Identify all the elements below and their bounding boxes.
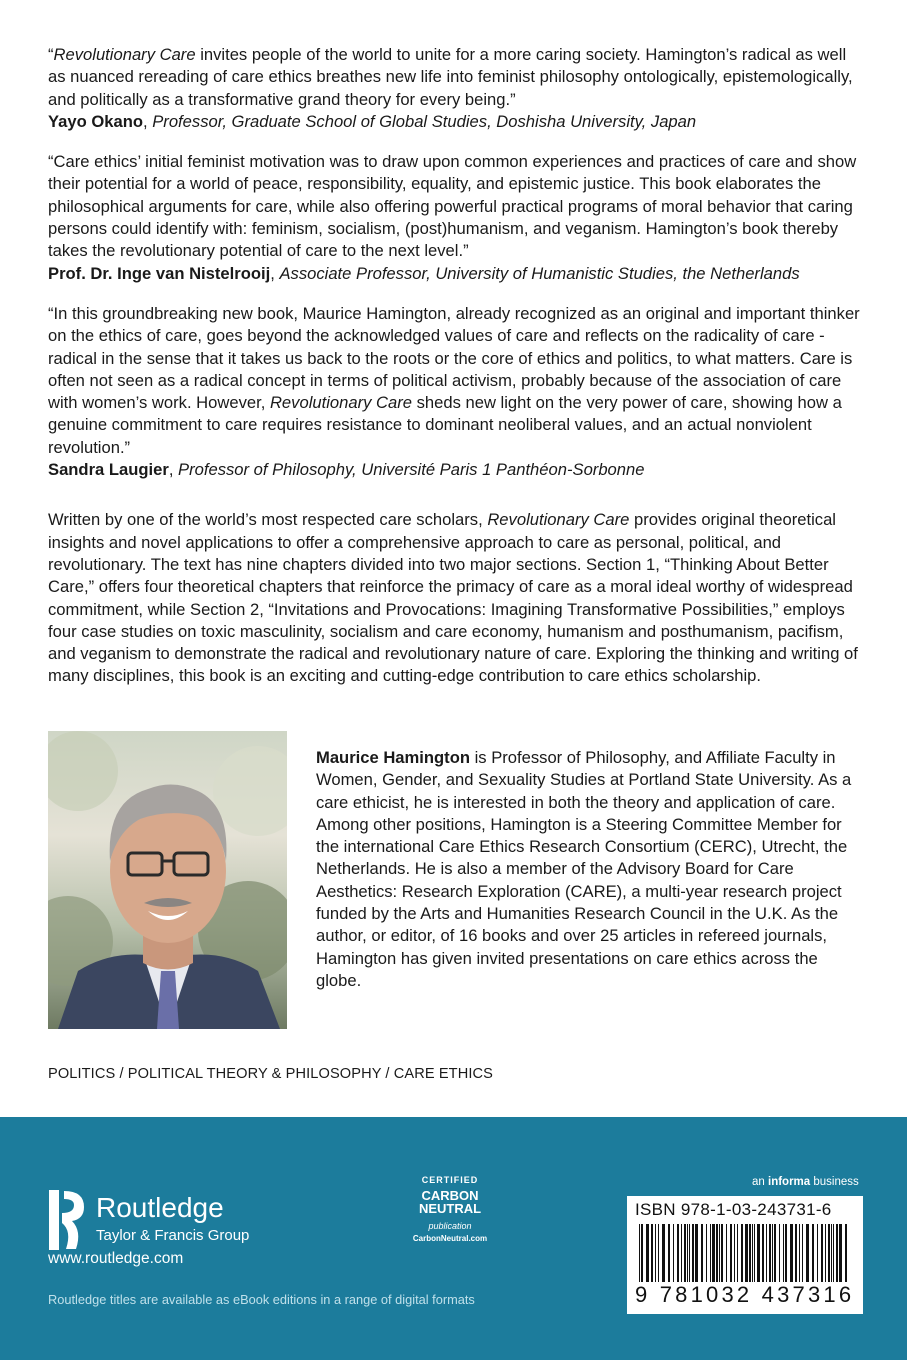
endorsement-nistelrooij (48, 151, 864, 285)
quote-text: “Revolutionary Care invites people of the world to unite for a more caring society. Hamington’s radical as well as nuanced rereading of care ethics breathes new life into feminist philosophy ontologically, epistemologically, and politically as a transformative grand theory for every being.” (48, 45, 853, 109)
barcode-bar (730, 1224, 732, 1282)
quote-text: “In this groundbreaking new book, Maurice Hamington, already recognized as an original and important thinker on the ethics of care, goes beyond the acknowledged values of care and reflects on the radicality of care - radical in the sense that it takes us back to the roots or the core of ethics and politics, to what matters. Care is often not seen as a radical concept in terms of political activism, probably because of the association of care with women’s work. However, Revolutionary Care sheds new light on the very power of care, showing how a genuine commitment to care requires resistance to dominant neoliberal values, and an actual nonviolent revolution.” (48, 303, 860, 457)
barcode-bar (774, 1224, 776, 1282)
barcode-bar (639, 1224, 640, 1282)
barcode-bar (845, 1224, 847, 1282)
carbon-certified-label: CERTIFIED (421, 1175, 479, 1185)
barcode-bar (772, 1224, 773, 1282)
neutral-word: NEUTRAL (418, 1201, 482, 1216)
barcode-bar (833, 1224, 834, 1282)
barcode-bar (712, 1224, 715, 1282)
publisher-group: Taylor & Francis Group (96, 1227, 250, 1244)
barcode-bar (825, 1224, 826, 1282)
barcode-bar (726, 1224, 727, 1282)
barcode-bar (655, 1224, 656, 1282)
barcode-bar (662, 1224, 665, 1282)
author-section (48, 731, 860, 1031)
barcode-bar (802, 1224, 803, 1282)
barcode-bar (754, 1224, 755, 1282)
carbon-word: CARBON (421, 1188, 479, 1203)
quote-attribution: Sandra Laugier, Professor of Philosophy, Université Paris 1 Panthéon-Sorbonne (48, 460, 645, 480)
barcode-bar (836, 1224, 838, 1282)
barcode-bar (783, 1224, 784, 1282)
quote-attribution: Yayo Okano, Professor, Graduate School of Global Studies, Doshisha University, Japan (48, 111, 697, 131)
barcode-bar (689, 1224, 690, 1282)
barcode-bar (795, 1224, 797, 1282)
quote-text: “Care ethics’ initial feminist motivation was to draw upon common experiences and practices of care and show their potential for a world of peace, responsibility, equality, and epistemic justice. This book elaborates the philosophical arguments for care, while also offering powerful practical programs of moral behavior that caring persons could identify with: feminism, socialism, (post)humanism, and veganism. Hamington’s book thereby takes the revolutionary potential of care to the next level.” (48, 152, 857, 261)
barcode-bar (762, 1224, 764, 1282)
isbn-barcode (627, 1196, 863, 1314)
publisher-name: Routledge (96, 1192, 224, 1223)
barcode-bar (673, 1224, 674, 1282)
book-description: Written by one of the world’s most respected care scholars, Revolutionary Care provides original theoretical insights and novel applications to offer a comprehensive approach to care as personal, political, and revolutionary. The text has nine chapters divided into two major sections. Section 1, “Thinking About Better Care,” offers four theoretical chapters that reinforce the primacy of care as a moral ideal worthy of widespread commitment, while Section 2, “Invitations and Provocations: Imagining Transformative Possibilities,” employs four case studies on toxic masculinity, socialism and care economy, humanism and posthumanism, pacifism, and veganism to demonstrate the radical and revolutionary nature of care. Exploring the thinking and writing of many disciplines, this book is an exciting and cutting-edge contribution to care ethics scholarship. (48, 510, 858, 686)
barcode-bar (757, 1224, 760, 1282)
barcode-bar (692, 1224, 694, 1282)
barcode-bar (677, 1224, 679, 1282)
barcode-bar (687, 1224, 688, 1282)
barcode-bar (668, 1224, 670, 1282)
barcode-bar (658, 1224, 659, 1282)
barcode-bar (799, 1224, 800, 1282)
routledge-emblem-icon (48, 1189, 88, 1251)
barcode-bar (749, 1224, 751, 1282)
barcode-bar (737, 1224, 738, 1282)
subject-category: POLITICS / POLITICAL THEORY & PHILOSOPHY / CARE ETHICS (48, 1066, 493, 1082)
informa-business-label: an informa business (752, 1176, 859, 1188)
author-photo (48, 731, 287, 1029)
carbon-neutral-badge (400, 1175, 500, 1275)
ean-digits: 9 781032 437316 (635, 1282, 855, 1307)
barcode-bar (695, 1224, 698, 1282)
ebook-note: Routledge titles are available as eBook editions in a range of digital formats (48, 1292, 475, 1307)
back-cover-text (48, 44, 864, 688)
publisher-website: www.routledge.com (48, 1250, 184, 1267)
barcode-bar (734, 1224, 735, 1282)
barcode-bar (741, 1224, 743, 1282)
barcode-bar (817, 1224, 818, 1282)
barcode-bar (769, 1224, 771, 1282)
carbon-publication-label: publication (428, 1221, 472, 1231)
quote-attribution: Prof. Dr. Inge van Nistelrooij, Associate Professor, University of Humanistic Studies, the Netherlands (48, 263, 800, 283)
barcode-bar (821, 1224, 823, 1282)
isbn-number: ISBN 978-1-03-243731-6 (635, 1200, 832, 1219)
barcode-bars (635, 1224, 855, 1282)
barcode-bar (828, 1224, 830, 1282)
barcode-bar (651, 1224, 653, 1282)
author-bio: Maurice Hamington is Professor of Philosophy, and Affiliate Faculty in Women, Gender, and Sexuality Studies at Portland State University. As a care ethicist, he is interested in both the theory and application of care. Among other positions, Hamington is a Steering Committee Member for the international Care Ethics Research Consortium (CERC), Utrecht, the Netherlands. He is also a member of the Advisory Board for Care Aesthetics: Research Exploration (CARE), a multi-year research project funded by the Arts and Humanities Research Council in the U.K. As the author, or editor, of 16 books and over 25 articles in refereed journals, Hamington has given invited presentations on care ethics across the globe. (316, 748, 852, 990)
barcode-bar (790, 1224, 793, 1282)
endorsement-laugier (48, 303, 864, 481)
barcode-bar (752, 1224, 753, 1282)
endorsement-okano (48, 44, 864, 133)
barcode-bar (719, 1224, 720, 1282)
barcode-bar (681, 1224, 682, 1282)
barcode-bar (745, 1224, 748, 1282)
barcode-bar (716, 1224, 718, 1282)
barcode-bar (806, 1224, 809, 1282)
barcode-bar (721, 1224, 723, 1282)
barcode-bar (710, 1224, 711, 1282)
publisher-footer (0, 1117, 907, 1360)
barcode-bar (779, 1224, 780, 1282)
barcode-bar (701, 1224, 703, 1282)
routledge-logo (48, 1189, 268, 1259)
barcode-bar (766, 1224, 767, 1282)
barcode-bar (785, 1224, 787, 1282)
barcode-bar (831, 1224, 832, 1282)
barcode-bar (839, 1224, 842, 1282)
barcode-bar (812, 1224, 814, 1282)
carbon-url: CarbonNeutral.com (412, 1234, 488, 1243)
barcode-bar (646, 1224, 649, 1282)
barcode-bar (684, 1224, 686, 1282)
barcode-bar (706, 1224, 707, 1282)
barcode-bar (641, 1224, 643, 1282)
